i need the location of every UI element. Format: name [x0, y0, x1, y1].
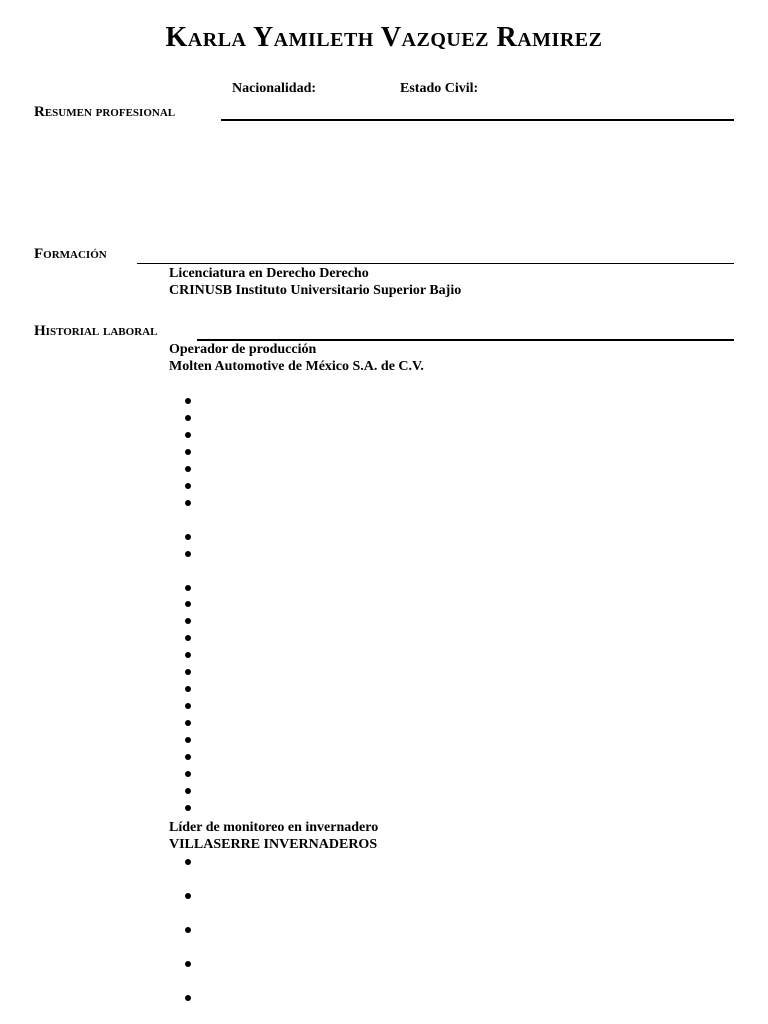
bullet-point — [185, 398, 191, 404]
job-company: VILLASERRE INVERNADEROS — [169, 837, 378, 852]
bullet-point — [185, 754, 191, 760]
bullet-point — [185, 618, 191, 624]
bullet-point — [185, 737, 191, 743]
bullet-point — [185, 893, 191, 899]
bullet-point — [185, 771, 191, 777]
bullet-point — [185, 449, 191, 455]
work-section-title: Historial laboral — [34, 323, 158, 339]
bullet-point — [185, 534, 191, 540]
bullet-point — [185, 466, 191, 472]
bullet-point — [185, 703, 191, 709]
education-degree: Licenciatura en Derecho Derecho — [169, 266, 369, 281]
job-company: Molten Automotive de México S.A. de C.V. — [169, 359, 424, 374]
education-institution: CRINUSB Instituto Universitario Superior Bajio — [169, 283, 462, 298]
work-divider — [197, 339, 734, 341]
bullet-point — [185, 686, 191, 692]
bullet-point — [185, 415, 191, 421]
bullet-point — [185, 601, 191, 607]
bullet-point — [185, 961, 191, 967]
candidate-name: Karla Yamileth Vazquez Ramirez — [165, 22, 603, 53]
education-section-title: Formación — [34, 246, 107, 262]
bullet-point — [185, 995, 191, 1001]
bullet-point — [185, 652, 191, 658]
civil-status-label: Estado Civil: — [400, 81, 479, 96]
bullet-point — [185, 635, 191, 641]
summary-divider — [221, 119, 734, 121]
job-position: Operador de producción — [169, 342, 317, 357]
bullet-point — [185, 805, 191, 811]
bullet-point — [185, 859, 191, 865]
nationality-label: Nacionalidad: — [232, 81, 317, 96]
education-divider — [137, 263, 734, 264]
summary-section-title: Resumen profesional — [34, 104, 176, 120]
bullet-point — [185, 788, 191, 794]
bullet-point — [185, 927, 191, 933]
bullet-point — [185, 432, 191, 438]
bullet-point — [185, 551, 191, 557]
bullet-point — [185, 669, 191, 675]
bullet-point — [185, 720, 191, 726]
bullet-point — [185, 585, 191, 591]
bullet-point — [185, 500, 191, 506]
job-position: Líder de monitoreo en invernadero — [169, 820, 379, 835]
bullet-point — [185, 483, 191, 489]
